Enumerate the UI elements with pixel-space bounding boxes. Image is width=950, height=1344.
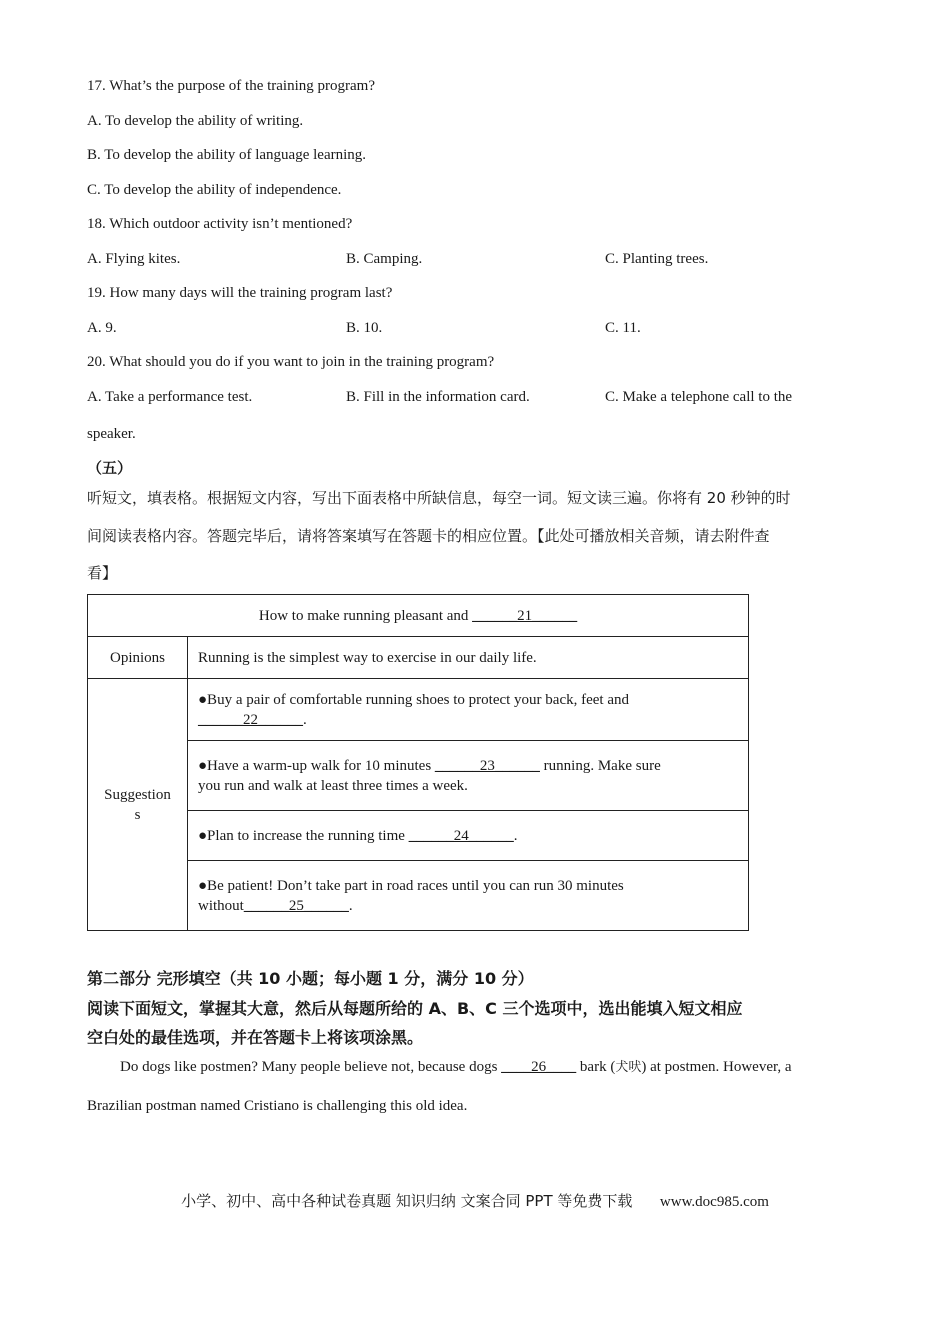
question-17: 17. What’s the purpose of the training program? [87, 78, 375, 94]
passage-line-2: Brazilian postman named Cristiano is challenging this old idea. [87, 1098, 468, 1114]
question-20: 20. What should you do if you want to join in the training program? [87, 354, 495, 370]
page-footer [0, 1190, 950, 1211]
q17-option-b: B. To develop the ability of language learning. [87, 147, 367, 163]
suggestion-2: ●Have a warm-up walk for 10 minutes ______23______ running. Make sure you run and walk at least three times a week. [188, 741, 749, 811]
q18-option-c: C. Planting trees. [605, 251, 709, 267]
blank-23: ______23______ [434, 757, 540, 774]
q18-option-a: A. Flying kites. [87, 251, 181, 267]
blank-25: ______25______ [243, 897, 349, 914]
q17-option-c: C. To develop the ability of independence. [87, 182, 342, 198]
suggestions-label: Suggestion s [88, 679, 188, 931]
question-19: 19. How many days will the training program last? [87, 285, 393, 301]
blank-21: ______21______ [472, 607, 578, 624]
section-instruction-line-2: 间阅读表格内容。答题完毕后，请将答案填写在答题卡的相应位置。【此处可播放相关音频，请去附件查 [87, 527, 770, 545]
q20-option-c-continued: speaker. [87, 426, 136, 442]
passage-line-1: Do dogs like postmen? Many people believe not, because dogs ____26____ bark (犬吠) at postmen. However, a [120, 1059, 792, 1075]
suggestion-1: ●Buy a pair of comfortable running shoes to protect your back, feet and ______22______. [188, 679, 749, 741]
table-title: How to make running pleasant and ______21______ [88, 595, 749, 637]
opinions-label: Opinions [88, 637, 188, 679]
suggestion-3: ●Plan to increase the running time ______24______. [188, 811, 749, 861]
q17-option-a: A. To develop the ability of writing. [87, 113, 304, 129]
q19-option-b: B. 10. [346, 320, 383, 336]
blank-26: ____26____ [501, 1059, 577, 1075]
footer-url[interactable]: www.doc985.com [659, 1194, 769, 1210]
q20-option-b: B. Fill in the information card. [346, 389, 530, 405]
section-instruction-line-3: 看】 [87, 564, 118, 582]
q19-option-c: C. 11. [605, 320, 641, 336]
blank-24: ______24______ [408, 827, 514, 844]
section-heading: （五） [87, 459, 133, 477]
fill-in-table [87, 594, 749, 931]
blank-22: ______22______ [198, 711, 303, 728]
part2-instruction-line-1: 阅读下面短文，掌握其大意，然后从每题所给的 A、B、C 三个选项中，选出能填入短文相应 [87, 999, 743, 1018]
q19-option-a: A. 9. [87, 320, 117, 336]
q20-option-a: A. Take a performance test. [87, 389, 253, 405]
suggestion-4: ●Be patient! Don’t take part in road races until you can run 30 minutes without______25______. [188, 861, 749, 931]
footer-text: 小学、初中、高中各种试卷真题 知识归纳 文案合同 PPT 等免费下载 [181, 1192, 633, 1210]
question-18: 18. Which outdoor activity isn’t mentioned? [87, 216, 353, 232]
part2-heading: 第二部分 完形填空（共 10 小题；每小题 1 分，满分 10 分） [87, 969, 534, 988]
q20-option-c: C. Make a telephone call to the [605, 389, 793, 405]
section-instruction-line-1: 听短文，填表格。根据短文内容，写出下面表格中所缺信息，每空一词。短文读三遍。你将有 20 秒钟的时 [87, 489, 791, 507]
part2-instruction-line-2: 空白处的最佳选项，并在答题卡上将该项涂黑。 [87, 1028, 424, 1047]
q18-option-b: B. Camping. [346, 251, 423, 267]
opinions-text: Running is the simplest way to exercise in our daily life. [188, 637, 749, 679]
